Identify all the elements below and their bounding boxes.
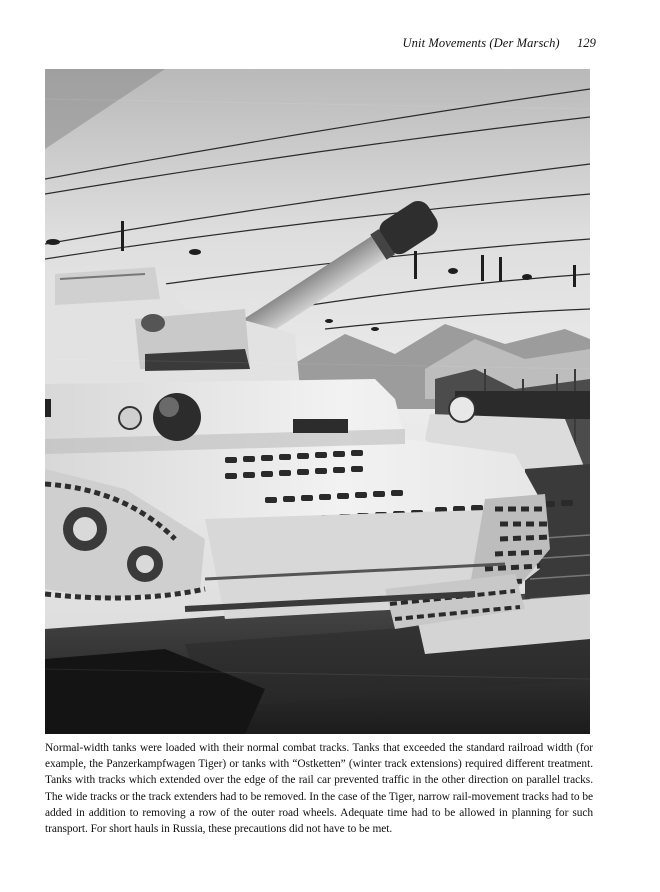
page-number: 129 [576,36,596,50]
photo-caption: Normal-width tanks were loaded with their normal combat tracks. Tanks that exceeded the standard railroad width (for example, the Panzerkampfwagen Tiger) or tanks with “Ostketten” (winter track extensions) required different treatment. Tanks with tracks which extended over the edge of the rail car prevented traffic in the other direction on parallel tracks. The wide tracks or the track extenders had to be removed. In the case of the Tiger, narrow rail-movement tracks had to be added in addition to removing a row of the outer road wheels. Adequate time had to be allowed in planning for such transport. For short hauls in Russia, these precautions did not have to be met. [45,742,593,836]
tank-on-railcar-photo [45,69,590,734]
running-title: Unit Movements (Der Marsch) [402,36,560,50]
running-head [403,36,596,51]
